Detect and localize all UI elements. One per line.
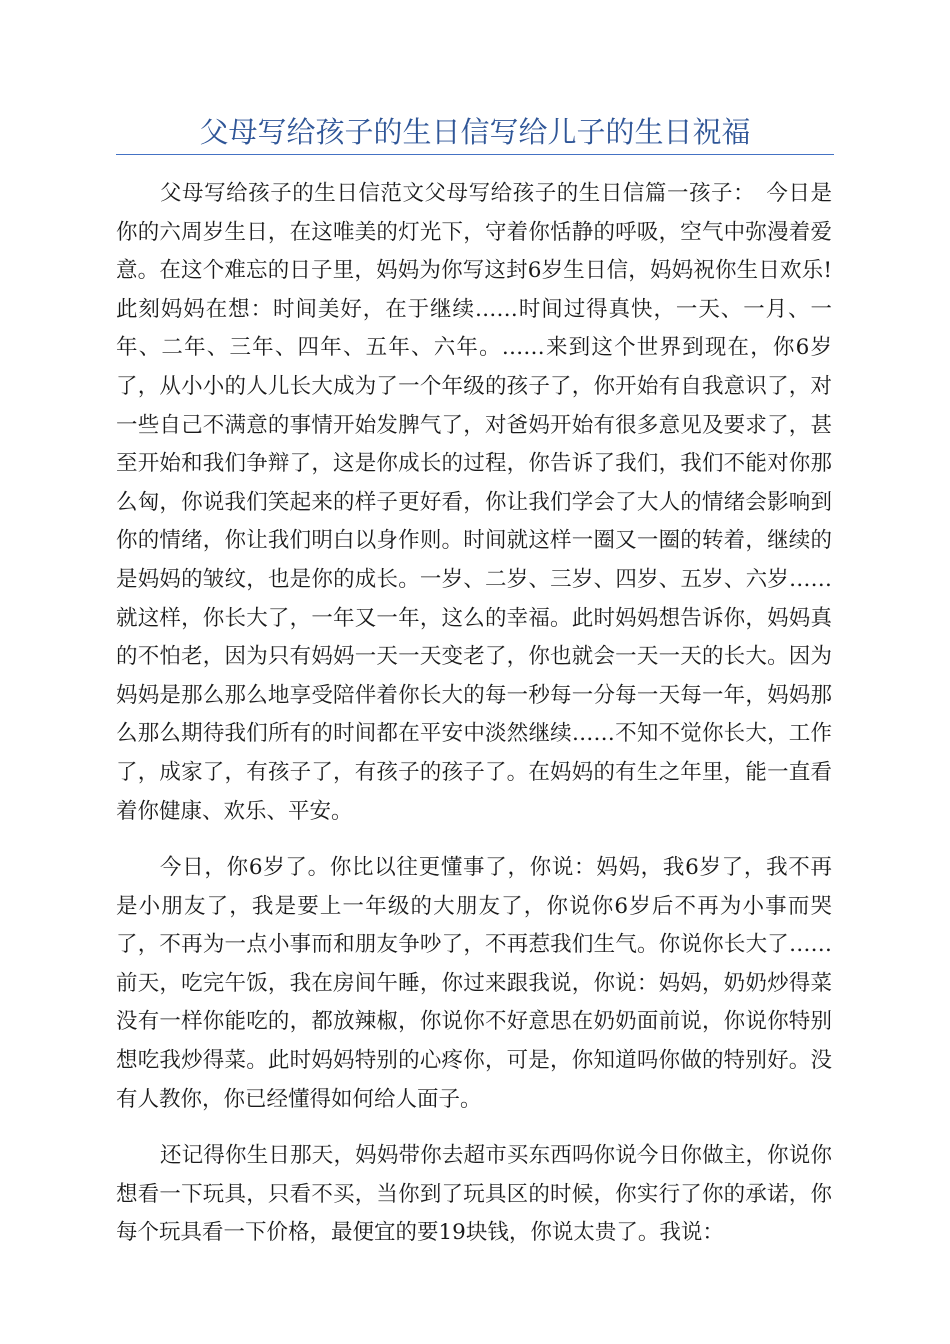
paragraph-1: 父母写给孩子的生日信范文父母写给孩子的生日信篇一孩子： 今日是你的六周岁生日，在这唯美的灯光下，守着你恬静的呼吸，空气中弥漫着爱意。在这个难忘的日子里，妈妈为你写这封6岁生日信，妈妈祝你生日欢乐!此刻妈妈在想：时间美好，在于继续……时间过得真快，一天、一月、一年、二年、三年、四年、五年、六年。……来到这个世界到现在，你6岁了，从小小的人儿长大成为了一个年级的孩子了，你开始有自我意识了，对一些自己不满意的事情开始发脾气了，对爸妈开始有很多意见及要求了，甚至开始和我们争辩了，这是你成长的过程，你告诉了我们，我们不能对你那么匈，你说我们笑起来的样子更好看，你让我们学会了大人的情绪会影响到你的情绪，你让我们明白以身作则。时间就这样一圈又一圈的转着，继续的是妈妈的皱纹，也是你的成长。一岁、二岁、三岁、四岁、五岁、六岁……就这样，你长大了，一年又一年，这么的幸福。此时妈妈想告诉你，妈妈真的不怕老，因为只有妈妈一天一天变老了，你也就会一天一天的长大。因为妈妈是那么那么地享受陪伴着你长大的每一秒每一分每一天每一年，妈妈那么那么期待我们所有的时间都在平安中淡然继续……不知不觉你长大，工作了，成家了，有孩子了，有孩子的孩子了。在妈妈的有生之年里，能一直看着你健康、欢乐、平安。: [116, 181, 832, 824]
paragraph-3: 还记得你生日那天，妈妈带你去超市买东西吗你说今日你做主，你说你想看一下玩具，只看不买，当你到了玩具区的时候，你实行了你的承诺，你每个玩具看一下价格，最便宜的要19块钱，你说太贵了。我说：: [116, 1143, 832, 1246]
document-title: 父母写给孩子的生日信写给儿子的生日祝福: [199, 115, 751, 149]
title-underline: [116, 154, 834, 155]
document-body: [116, 175, 832, 1253]
paragraph-2: 今日，你6岁了。你比以往更懂事了，你说：妈妈，我6岁了，我不再是小朋友了，我是要上一年级的大朋友了，你说你6岁后不再为小事而哭了，不再为一点小事而和朋友争吵了，不再惹我们生气。你说你长大了……前天，吃完午饭，我在房间午睡，你过来跟我说，你说：妈妈，奶奶炒得菜没有一样你能吃的，都放辣椒，你说你不好意思在奶奶面前说，你说你特别想吃我炒得菜。此时妈妈特别的心疼你，可是，你知道吗你做的特别好。没有人教你，你已经懂得如何给人面子。: [116, 855, 832, 1112]
